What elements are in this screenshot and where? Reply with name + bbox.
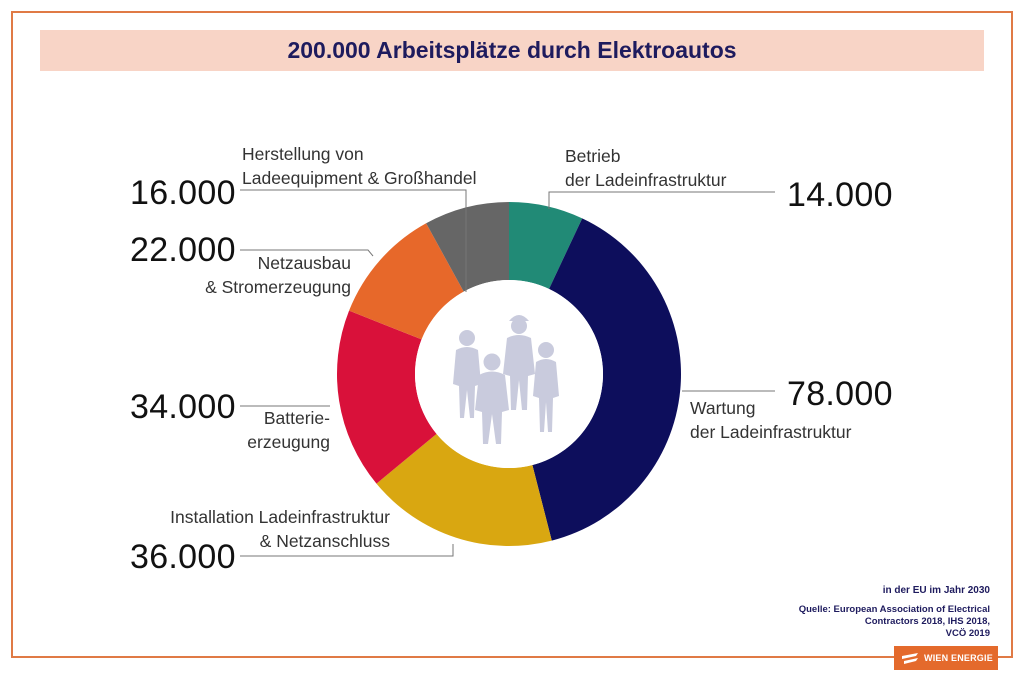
category-label-herstellung: Herstellung von Ladeequipment & Großhandel (242, 144, 477, 188)
value-label-installation: 36.000 (130, 538, 236, 576)
value-label-batterie: 34.000 (130, 388, 236, 426)
value-label-wartung: 78.000 (787, 375, 893, 413)
wien-energie-logo-icon (900, 650, 920, 666)
source-note: Quelle: European Association of Electrical Contractors 2018, IHS 2018, VCÖ 2019 (798, 604, 990, 639)
chart-title: 200.000 Arbeitsplätze durch Elektroautos (287, 37, 737, 63)
category-label-netzausbau: Netzausbau & Stromerzeugung (205, 253, 351, 297)
logo-text: WIEN ENERGIE (924, 653, 993, 663)
leader-line-betrieb (549, 192, 775, 209)
category-label-batterie: Batterie- erzeugung (247, 408, 330, 452)
scope-note: in der EU im Jahr 2030 (882, 585, 990, 596)
value-label-netzausbau: 22.000 (130, 231, 236, 269)
category-label-installation: Installation Ladeinfrastruktur & Netzanschluss (170, 507, 390, 551)
brand-logo (894, 646, 998, 670)
category-label-wartung: Wartung der Ladeinfrastruktur (690, 398, 852, 442)
value-label-betrieb: 14.000 (787, 176, 893, 214)
category-label-betrieb: Betrieb der Ladeinfrastruktur (565, 146, 727, 190)
value-label-herstellung: 16.000 (130, 174, 236, 212)
